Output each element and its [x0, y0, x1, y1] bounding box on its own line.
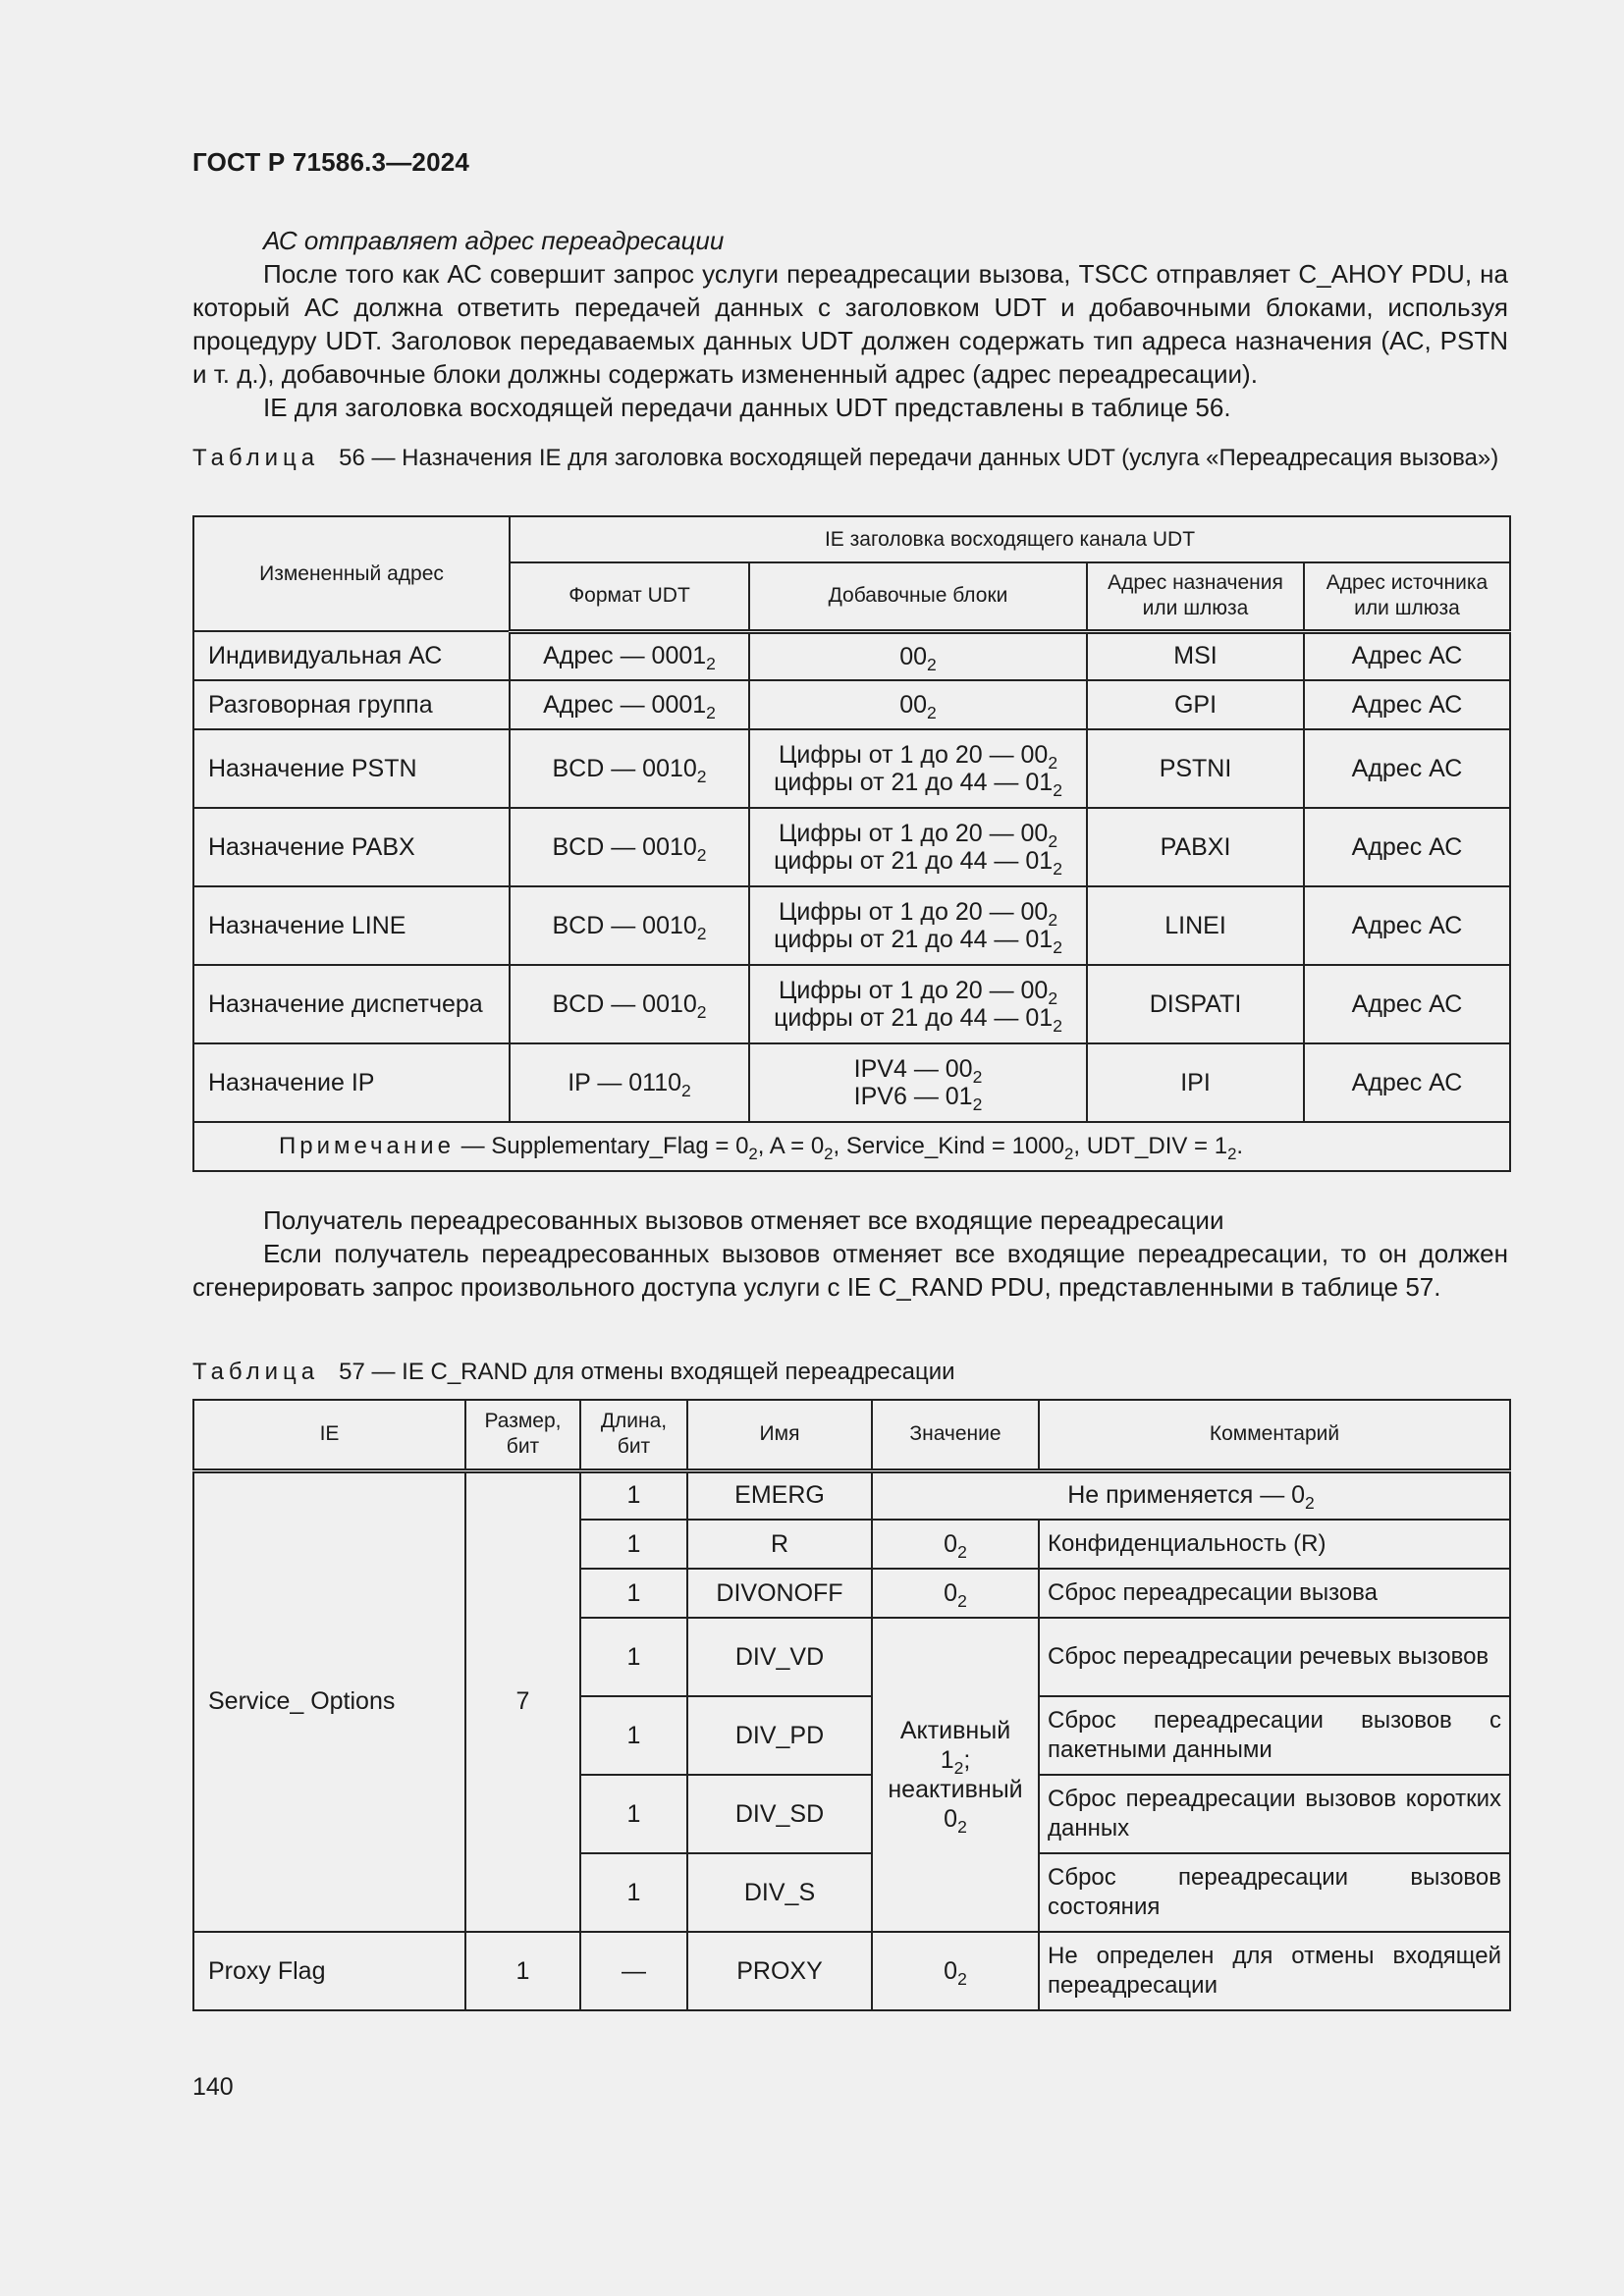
document-code: ГОСТ Р 71586.3—2024 [192, 147, 470, 177]
cell-value [872, 1520, 1039, 1569]
cell-comment: Не определен для отмены входящей переадресации [1039, 1932, 1510, 2010]
value-text: 0 [944, 1578, 958, 1607]
caption-word: Таблица [192, 1359, 320, 1385]
format-sub: 2 [696, 766, 707, 786]
blocks-line: IPV4 — 00 [853, 1055, 973, 1083]
value-text: ; [963, 1746, 971, 1774]
cell-value [872, 1932, 1039, 2010]
format-text: IP — 0110 [568, 1068, 682, 1096]
blocks-line: цифры от 21 до 44 — 01 [774, 926, 1054, 953]
cell-extra-blocks [749, 729, 1087, 808]
cell-size: 1 [465, 1932, 580, 2010]
value-sub: 2 [957, 1968, 967, 1989]
format-text: Адрес — 0001 [543, 642, 707, 670]
table-57-caption [192, 1357, 1508, 1388]
header-value: Значение [872, 1400, 1039, 1470]
cell-length: 1 [580, 1775, 687, 1853]
table-56-note [193, 1122, 1510, 1171]
value-text: 0 [944, 1956, 958, 1985]
cell-ie: Proxy Flag [193, 1932, 465, 2010]
cell-name: R [687, 1520, 872, 1569]
cell-extra-blocks [749, 1043, 1087, 1122]
cell-dest-address: MSI [1087, 631, 1304, 680]
header-comment: Комментарий [1039, 1400, 1510, 1470]
cell-ie: Service_ Options [193, 1470, 465, 1932]
cell-address: Назначение PSTN [193, 729, 510, 808]
cell-name: DIV_VD [687, 1618, 872, 1696]
cell-length: 1 [580, 1618, 687, 1696]
cell-extra-blocks [749, 631, 1087, 680]
value-text: 0 [944, 1529, 958, 1558]
cell-address: Назначение LINE [193, 886, 510, 965]
cell-address: Назначение PABX [193, 808, 510, 886]
header-changed-address: Измененный адрес [193, 516, 510, 631]
format-sub: 2 [706, 702, 716, 722]
note-sub: 2 [748, 1144, 758, 1163]
header-dest-address: Адрес назначения или шлюза [1087, 562, 1304, 631]
note-text: — Supplementary_Flag = 0 [454, 1133, 749, 1159]
blocks-line: Цифры от 1 до 20 — 00 [778, 820, 1049, 847]
format-sub: 2 [706, 654, 716, 674]
value-sub: 2 [953, 1758, 964, 1779]
blocks-sub: 2 [1048, 831, 1058, 852]
cell-src-address: Адрес АС [1304, 729, 1510, 808]
cell-dest-address: PABXI [1087, 808, 1304, 886]
cell-comment: Сброс переадресации вызовов состояния [1039, 1853, 1510, 1932]
blocks-line: Цифры от 1 до 20 — 00 [778, 977, 1049, 1004]
cell-dest-address: GPI [1087, 680, 1304, 729]
blocks-sub: 2 [972, 1067, 983, 1088]
header-extra-blocks: Добавочные блоки [749, 562, 1087, 631]
cell-comment: Сброс переадресации речевых вызовов [1039, 1618, 1510, 1696]
cell-length: 1 [580, 1520, 687, 1569]
cell-comment: Сброс переадресации вызовов с пакетными данными [1039, 1696, 1510, 1775]
blocks-sub: 2 [972, 1095, 983, 1115]
cell-length: 1 [580, 1696, 687, 1775]
cell-address: Назначение диспетчера [193, 965, 510, 1043]
table-row [193, 808, 1510, 886]
section-cancel-forwarding [192, 1203, 1508, 1304]
note-sub: 2 [1227, 1144, 1237, 1163]
cell-udt-format [510, 965, 749, 1043]
cell-length: 1 [580, 1470, 687, 1520]
note-text: , UDT_DIV = 1 [1073, 1133, 1228, 1159]
cell-udt-format [510, 886, 749, 965]
table-57 [192, 1399, 1511, 2011]
value-sub: 2 [957, 1541, 967, 1562]
cell-src-address: Адрес АС [1304, 886, 1510, 965]
cell-name: PROXY [687, 1932, 872, 2010]
cell-src-address: Адрес АС [1304, 808, 1510, 886]
cell-name: DIV_PD [687, 1696, 872, 1775]
cell-src-address: Адрес АС [1304, 965, 1510, 1043]
value-inactive: неактивный [888, 1776, 1023, 1803]
note-word: Примечание [279, 1133, 455, 1159]
paragraph: IE для заголовка восходящей передачи данных UDT представлены в таблице 56. [263, 393, 1231, 422]
note-sub: 2 [1064, 1144, 1074, 1163]
table-row [193, 631, 1510, 680]
value-text: Не применяется — 0 [1067, 1481, 1306, 1510]
header-length: Длина, бит [580, 1400, 687, 1470]
format-text: BCD — 0010 [552, 911, 697, 939]
table-row [193, 680, 1510, 729]
cell-name: DIV_S [687, 1853, 872, 1932]
cell-comment: Сброс переадресации вызовов коротких данных [1039, 1775, 1510, 1853]
blocks-line: IPV6 — 01 [853, 1083, 973, 1110]
cell-value [872, 1569, 1039, 1618]
blocks-sub: 2 [1053, 859, 1062, 880]
cell-length: 1 [580, 1853, 687, 1932]
blocks-sub: 2 [1048, 910, 1058, 931]
blocks-line: цифры от 21 до 44 — 01 [774, 1004, 1054, 1032]
cell-comment: Конфиденциальность (R) [1039, 1520, 1510, 1569]
format-sub: 2 [696, 1001, 707, 1022]
table-row [193, 1470, 1510, 1520]
cell-name: DIV_SD [687, 1775, 872, 1853]
table-row [193, 965, 1510, 1043]
value-sub: 2 [957, 1817, 967, 1838]
blocks-line: 00 [899, 642, 928, 670]
cell-size: 7 [465, 1470, 580, 1932]
cell-length: 1 [580, 1569, 687, 1618]
blocks-sub: 2 [1053, 1016, 1062, 1037]
cell-length: — [580, 1932, 687, 2010]
value-sub: 2 [957, 1590, 967, 1611]
table-row [193, 729, 1510, 808]
cell-name: DIVONOFF [687, 1569, 872, 1618]
format-sub: 2 [696, 844, 707, 865]
format-sub: 2 [681, 1080, 691, 1100]
blocks-sub: 2 [1048, 753, 1058, 774]
cell-udt-format [510, 680, 749, 729]
table-row [193, 886, 1510, 965]
cell-src-address: Адрес АС [1304, 631, 1510, 680]
blocks-line: Цифры от 1 до 20 — 00 [778, 741, 1049, 769]
format-sub: 2 [696, 923, 707, 943]
header-udt-format: Формат UDT [510, 562, 749, 631]
table-56-caption [192, 443, 1508, 474]
cell-address: Разговорная группа [193, 680, 510, 729]
blocks-sub: 2 [1048, 988, 1058, 1009]
header-ie: IE [193, 1400, 465, 1470]
header-src-address: Адрес источника или шлюза [1304, 562, 1510, 631]
cell-dest-address: DISPATI [1087, 965, 1304, 1043]
table-56 [192, 515, 1511, 1172]
blocks-sub: 2 [927, 654, 937, 674]
cell-address: Индивидуальная АС [193, 631, 510, 680]
cell-dest-address: LINEI [1087, 886, 1304, 965]
section-heading: Получатель переадресованных вызовов отменяет все входящие переадресации [263, 1205, 1224, 1235]
value-active: Активный [899, 1717, 1011, 1744]
value-sub: 2 [1305, 1493, 1315, 1514]
note-text: , Service_Kind = 1000 [833, 1133, 1065, 1159]
blocks-line: цифры от 21 до 44 — 01 [774, 769, 1054, 796]
blocks-line: Цифры от 1 до 20 — 00 [778, 898, 1049, 926]
cell-extra-blocks [749, 886, 1087, 965]
cell-dest-address: IPI [1087, 1043, 1304, 1122]
header-udt-ie-group: IE заголовка восходящего канала UDT [510, 516, 1510, 562]
caption-text: 57 — IE C_RAND для отмены входящей переадресации [339, 1359, 955, 1385]
section-heading: АС отправляет адрес переадресации [263, 226, 725, 255]
cell-src-address: Адрес АС [1304, 680, 1510, 729]
section-forwarding-address [192, 224, 1508, 424]
cell-value [872, 1470, 1510, 1520]
cell-extra-blocks [749, 965, 1087, 1043]
paragraph: После того как АС совершит запрос услуги переадресации вызова, TSCC отправляет C_AHOY PDU, на который АС должна ответить передачей данных с заголовком UDT и добавочными блоками, используя процедуру UDT. Заголовок передаваемых данных UDT должен содержать тип адреса назначения (АС, PSTN и т. д.), добавочные блоки должны содержать измененный адрес (адрес переадресации). [192, 259, 1508, 389]
caption-word: Таблица [192, 445, 320, 471]
header-size: Размер, бит [465, 1400, 580, 1470]
cell-udt-format [510, 631, 749, 680]
note-text: . [1236, 1133, 1244, 1159]
cell-udt-format [510, 1043, 749, 1122]
cell-comment: Сброс переадресации вызова [1039, 1569, 1510, 1618]
format-text: BCD — 0010 [552, 989, 697, 1018]
format-text: BCD — 0010 [552, 754, 697, 782]
cell-name: EMERG [687, 1470, 872, 1520]
cell-dest-address: PSTNI [1087, 729, 1304, 808]
note-sub: 2 [824, 1144, 834, 1163]
cell-src-address: Адрес АС [1304, 1043, 1510, 1122]
cell-address: Назначение IP [193, 1043, 510, 1122]
cell-extra-blocks [749, 680, 1087, 729]
blocks-line: цифры от 21 до 44 — 01 [774, 847, 1054, 875]
blocks-sub: 2 [927, 703, 937, 723]
blocks-sub: 2 [1053, 780, 1062, 801]
value-text: 0 [944, 1805, 958, 1833]
format-text: BCD — 0010 [552, 832, 697, 861]
note-text: , A = 0 [757, 1133, 825, 1159]
cell-value-merged [872, 1618, 1039, 1932]
header-name: Имя [687, 1400, 872, 1470]
paragraph: Если получатель переадресованных вызовов отменяет все входящие переадресации, то он должен сгенерировать запрос произвольного доступа услуги с IE C_RAND PDU, представленными в таблице 57. [192, 1239, 1508, 1302]
format-text: Адрес — 0001 [543, 690, 707, 719]
cell-extra-blocks [749, 808, 1087, 886]
value-text: 1 [940, 1746, 954, 1774]
table-row [193, 1932, 1510, 2010]
blocks-line: 00 [899, 691, 928, 719]
blocks-sub: 2 [1053, 937, 1062, 958]
table-row [193, 1043, 1510, 1122]
page-number: 140 [192, 2073, 234, 2101]
cell-udt-format [510, 808, 749, 886]
caption-text: 56 — Назначения IE для заголовка восходящей передачи данных UDT (услуга «Переадресация вызова») [339, 445, 1499, 471]
cell-udt-format [510, 729, 749, 808]
